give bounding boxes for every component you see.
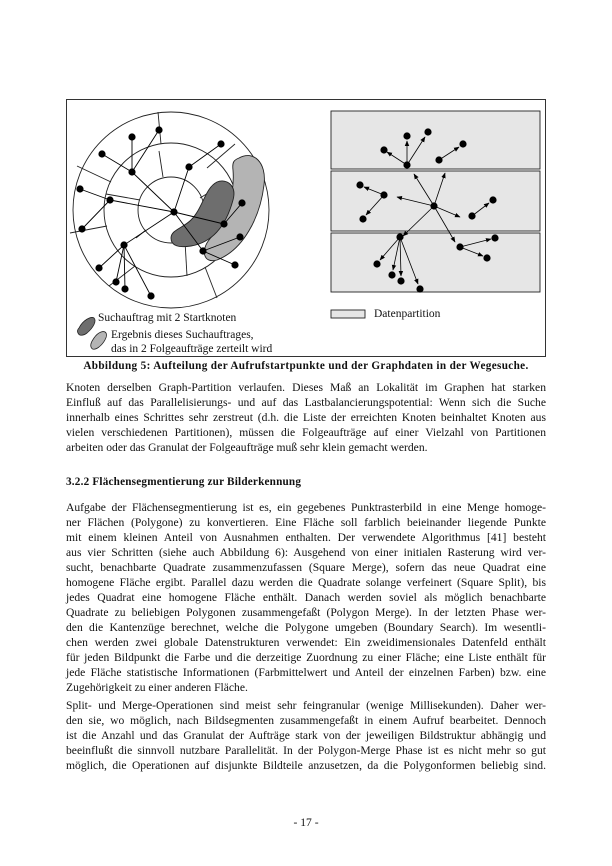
paragraph-2 (66, 500, 546, 695)
text-line: Einfluß auf das Parallelisierungs- und auf das Lastbalancierungspotential: Wenn sich die Suche (66, 396, 546, 409)
section-heading: 3.2.2 Flächensegmentierung zur Bilderkennung (66, 476, 302, 488)
text-line: beeinflußt die sinnvoll nutzbare Parallelität. In der Polygon-Merge Phase ist es nicht mehr so gut (66, 744, 546, 757)
text-line: den sie, wo möglich, nach Bildsegmenten zusammengefaßt in einem Aufruf bearbeitet. Dennoch (66, 714, 546, 727)
text-line: für jeden Bildpunkt die Farbe und die derzeitige Zuordnung zu einer Fläche; eine Liste enthält für (66, 651, 546, 664)
text-line: jedes Quadrat eine homogene Fläche enthält. Danach werden soviel als möglich benachbarte (66, 591, 546, 604)
page-number: - 17 - (293, 816, 319, 829)
legend-result-line1: Ergebnis dieses Suchauftrages, (111, 329, 254, 341)
legend-search-job: Suchauftrag mit 2 Startknoten (98, 312, 237, 324)
dark-region-legend-icon (78, 317, 95, 335)
figure-caption: Abbildung 5: Aufteilung der Aufrufstartpunkte und der Graphdaten in der Wegesuche. (83, 360, 529, 372)
text-line: aus vier Schritten (siehe auch Abbildung 6): Ausgehend von einer initialen Rasterung wird ver- (66, 546, 546, 559)
text-line: ist die Anzahl und das Granulat der Aufträge stark von der jeweiligen Bildstruktur abhängig und (66, 729, 546, 742)
text-line: arbeiten oder das Granulat der Folgeaufträge muß sehr klein gemacht werden. (66, 441, 428, 454)
text-line: innerhalb eines Schrittes sehr zerstreut (d.h. die Liste der erreichten Knoten beinhaltet Knoten aus (66, 411, 546, 424)
text-line: möglich, die Operationen auf disjunkte Bildteile anzusetzen, da die Polygonformen beliebig sind. (66, 759, 546, 772)
text-line: homogene Fläche ergibt. Parallel dazu werden die Quadrate solange verfeinert (Square Split), bis (66, 576, 546, 589)
text-line: Aufgabe der Flächensegmentierung ist es, ein gegebenes Punktrasterbild in eine Menge homoge- (66, 501, 546, 514)
figure-5 (66, 99, 546, 357)
text-line: Quadrate zu beliebigen Polygonen zusammengefaßt (Polygon Merge). In der letzten Phase wer- (66, 606, 546, 619)
legend-data-partition: Datenpartition (374, 308, 441, 320)
text-line: ner Flächen (Polygone) zu konvertieren. Eine Fläche soll farblich beieinander liegende Punkte (66, 516, 546, 529)
text-line: vielen verschiedenen Partitionen), müssen die Folgeaufträge auf einer Vielzahl von Partitionen (66, 426, 546, 439)
legend-result-line2: das in 2 Folgeaufträge zerteilt wird (111, 343, 273, 355)
text-line: Split- und Merge-Operationen sind meist sehr feingranular (wenige Millisekunden). Daher wer- (66, 699, 546, 712)
text-line: mit einem kleinen Anteil von Ausnahmen enthalten. Der verwendete Algorithmus [41] besteht (66, 531, 546, 544)
text-line: jede Fläche statistische Informationen (Farbmittelwert und Anteil der einzelnen Farben) bzw. eine (66, 666, 546, 679)
text-line: sucht, benachbarte Quadrate zusammenzufassen (Square Merge), sofern das neue Quadrat eine (66, 561, 546, 574)
partition-legend-swatch (331, 310, 365, 318)
paragraph-1 (66, 380, 546, 455)
text-line: Knoten derselben Graph-Partition verlaufen. Dieses Maß an Lokalität im Graphen hat starken (66, 381, 546, 394)
paragraph-3 (66, 698, 546, 773)
text-line: den die Kantenzüge berechnet, welche die Polygone umgeben (Boundary Search). Im wesentli- (66, 621, 546, 634)
light-region-legend-icon (91, 332, 107, 350)
text-line: chen werden zwei globale Datenstrukturen verwendet: Ein zweidimensionales Datenfeld enthält (66, 636, 546, 649)
text-line: Zugehörigkeit zu einer anderen Fläche. (66, 681, 248, 694)
